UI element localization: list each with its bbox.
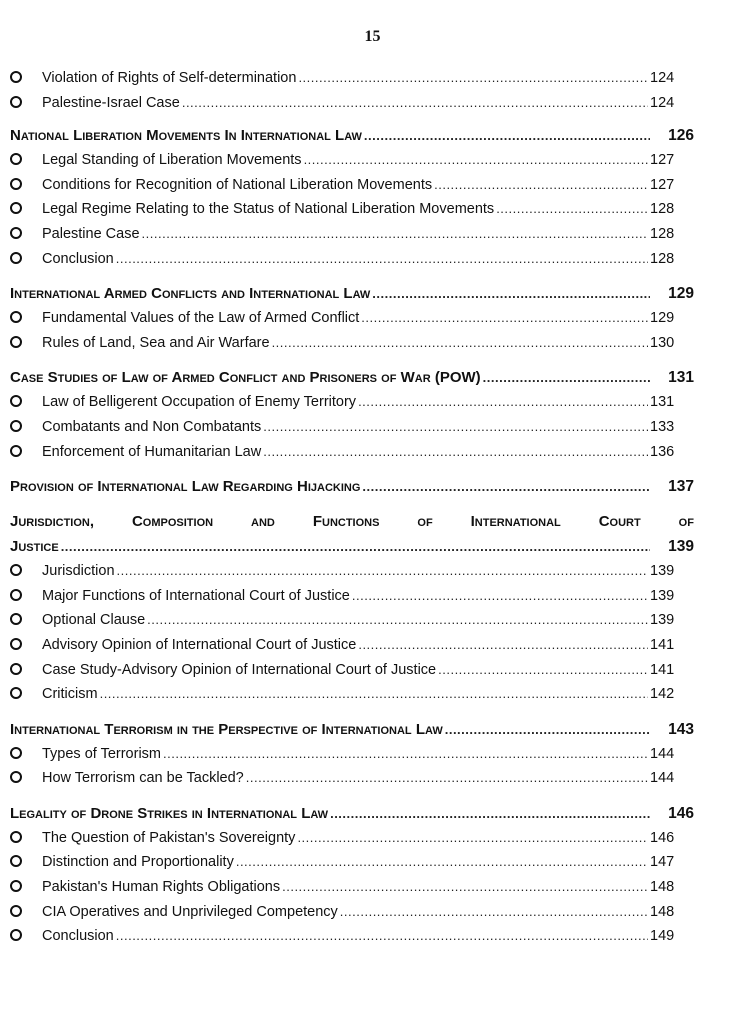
toc-chapter-title: Provision of International Law Regarding Hijacking xyxy=(10,478,361,496)
circle-bullet-icon xyxy=(10,880,22,892)
toc-chapter-page: 126 xyxy=(668,127,694,145)
toc-entry[interactable] xyxy=(10,70,694,95)
toc-entry[interactable] xyxy=(10,612,694,637)
toc-chapter-page: 143 xyxy=(668,720,694,738)
dot-leader xyxy=(147,612,648,627)
toc-chapter-title-line2 xyxy=(10,538,694,563)
toc-entry-title: Major Functions of International Court of Justice xyxy=(42,587,350,604)
dot-leader xyxy=(445,722,650,737)
toc-entry[interactable] xyxy=(10,686,694,711)
toc-entry-page: 131 xyxy=(650,394,675,411)
toc-entry-page: 124 xyxy=(650,94,675,111)
toc-entry[interactable] xyxy=(10,444,694,469)
dot-leader xyxy=(116,251,648,266)
dot-leader xyxy=(352,588,648,603)
toc-entry[interactable] xyxy=(10,419,694,444)
toc-entry-page: 141 xyxy=(650,661,675,678)
toc-entry-page: 128 xyxy=(650,250,675,267)
dot-leader xyxy=(116,928,648,943)
toc-entry-page: 136 xyxy=(650,443,675,460)
toc-entry-title: Legal Standing of Liberation Movements xyxy=(42,152,302,169)
toc-entry-page: 127 xyxy=(650,152,675,169)
heading-word: of xyxy=(678,513,694,531)
heading-word: and xyxy=(251,513,275,531)
toc-entry-page: 148 xyxy=(650,879,675,896)
circle-bullet-icon xyxy=(10,420,22,432)
toc-chapter-title: Justice xyxy=(10,538,59,556)
toc-chapter-title-line1 xyxy=(10,513,694,538)
dot-leader xyxy=(358,637,648,652)
heading-word: Functions xyxy=(312,513,380,531)
dot-leader xyxy=(236,854,648,869)
toc-entry-title: Criticism xyxy=(42,686,98,703)
dot-leader xyxy=(297,830,648,845)
heading-word: of xyxy=(417,513,433,531)
toc-entry[interactable] xyxy=(10,201,694,226)
toc-entry[interactable] xyxy=(10,177,694,202)
toc-chapter-heading[interactable] xyxy=(10,513,694,563)
toc-entry-title: Combatants and Non Combatants xyxy=(42,418,262,435)
dot-leader xyxy=(100,686,648,701)
dot-leader xyxy=(272,335,648,350)
dot-leader xyxy=(330,806,650,821)
toc-entry-title: Fundamental Values of the Law of Armed Conflict xyxy=(42,310,360,327)
dot-leader xyxy=(298,70,648,85)
toc-entry[interactable] xyxy=(10,152,694,177)
dot-leader xyxy=(282,879,648,894)
dot-leader xyxy=(182,95,648,110)
toc-entry-title: Legal Regime Relating to the Status of National Liberation Movements xyxy=(42,201,495,218)
toc-entry-page: 144 xyxy=(650,745,675,762)
dot-leader xyxy=(263,419,648,434)
toc-entry-title: Conclusion xyxy=(42,250,114,267)
circle-bullet-icon xyxy=(10,747,22,759)
toc-chapter-title: Legality of Drone Strikes in International Law xyxy=(10,804,329,822)
toc-entry-page: 142 xyxy=(650,686,675,703)
circle-bullet-icon xyxy=(10,96,22,108)
dot-leader xyxy=(362,479,650,494)
toc-chapter-heading[interactable] xyxy=(10,127,694,152)
dot-leader xyxy=(163,746,648,761)
heading-word: Jurisdiction, xyxy=(10,513,95,531)
toc-entry[interactable] xyxy=(10,770,694,795)
dot-leader xyxy=(117,563,648,578)
circle-bullet-icon xyxy=(10,638,22,650)
toc-entry-title: Rules of Land, Sea and Air Warfare xyxy=(42,334,270,351)
toc-chapter-page: 139 xyxy=(668,538,694,556)
toc-entry-page: 139 xyxy=(650,563,675,580)
dot-leader xyxy=(61,539,650,554)
dot-leader xyxy=(438,662,648,677)
toc-entry[interactable] xyxy=(10,95,694,120)
toc-entry-title: The Question of Pakistan's Sovereignty xyxy=(42,829,296,846)
toc-entry[interactable] xyxy=(10,746,694,771)
toc-chapter-page: 131 xyxy=(668,369,694,387)
dot-leader xyxy=(340,904,648,919)
toc-entry[interactable] xyxy=(10,830,694,855)
toc-entry-title: How Terrorism can be Tackled? xyxy=(42,770,244,787)
circle-bullet-icon xyxy=(10,252,22,264)
dot-leader xyxy=(496,201,648,216)
dot-leader xyxy=(263,444,648,459)
toc-entry[interactable] xyxy=(10,226,694,251)
toc-entry[interactable] xyxy=(10,904,694,929)
toc-entry[interactable] xyxy=(10,854,694,879)
heading-word: Composition xyxy=(131,513,214,531)
circle-bullet-icon xyxy=(10,153,22,165)
dot-leader xyxy=(372,286,650,301)
toc-entry-title: CIA Operatives and Unprivileged Competency xyxy=(42,903,338,920)
dot-leader xyxy=(364,128,650,143)
toc-entry-page: 128 xyxy=(650,201,675,218)
toc-entry-title: Jurisdiction xyxy=(42,563,115,580)
toc-entry-page: 133 xyxy=(650,418,675,435)
toc-entry-page: 127 xyxy=(650,176,675,193)
toc-chapter-heading[interactable] xyxy=(10,721,694,746)
toc-entry-title: Advisory Opinion of International Court of Justice xyxy=(42,636,357,653)
toc-entry[interactable] xyxy=(10,335,694,360)
circle-bullet-icon xyxy=(10,929,22,941)
toc-entry-page: 141 xyxy=(650,636,675,653)
toc-entry-title: Pakistan's Human Rights Obligations xyxy=(42,879,281,896)
dot-leader xyxy=(483,370,650,385)
toc-entry-page: 129 xyxy=(650,310,675,327)
circle-bullet-icon xyxy=(10,589,22,601)
heading-word: Court xyxy=(598,513,641,531)
toc-entry-page: 147 xyxy=(650,854,675,871)
toc-entry-title: Conditions for Recognition of National Liberation Movements xyxy=(42,176,433,193)
toc-entry-title: Types of Terrorism xyxy=(42,745,161,762)
circle-bullet-icon xyxy=(10,831,22,843)
toc-entry[interactable] xyxy=(10,637,694,662)
dot-leader xyxy=(361,310,648,325)
toc-entry-page: 148 xyxy=(650,903,675,920)
toc-entry-title: Violation of Rights of Self-determination xyxy=(42,70,297,86)
heading-word: International xyxy=(470,513,561,531)
circle-bullet-icon xyxy=(10,311,22,323)
circle-bullet-icon xyxy=(10,663,22,675)
toc-chapter-title: Case Studies of Law of Armed Conflict and Prisoners of War (POW) xyxy=(10,369,481,387)
circle-bullet-icon xyxy=(10,395,22,407)
circle-bullet-icon xyxy=(10,771,22,783)
dot-leader xyxy=(142,226,648,241)
toc-chapter-page: 129 xyxy=(668,285,694,303)
table-of-contents xyxy=(10,70,694,953)
circle-bullet-icon xyxy=(10,855,22,867)
toc-entry[interactable] xyxy=(10,394,694,419)
toc-entry-page: 130 xyxy=(650,334,675,351)
toc-entry[interactable] xyxy=(10,251,694,276)
page-number: 15 xyxy=(364,28,381,45)
toc-entry-page: 139 xyxy=(650,612,675,629)
circle-bullet-icon xyxy=(10,178,22,190)
toc-chapter-page: 137 xyxy=(668,478,694,496)
circle-bullet-icon xyxy=(10,613,22,625)
toc-chapter-page: 146 xyxy=(668,804,694,822)
toc-entry-title: Conclusion xyxy=(42,928,114,945)
toc-entry-page: 128 xyxy=(650,225,675,242)
toc-entry-page: 124 xyxy=(650,70,675,86)
toc-entry-title: Enforcement of Humanitarian Law xyxy=(42,443,262,460)
dot-leader xyxy=(246,770,648,785)
toc-chapter-title: National Liberation Movements In International Law xyxy=(10,127,362,145)
toc-chapter-heading[interactable] xyxy=(10,285,694,310)
circle-bullet-icon xyxy=(10,202,22,214)
toc-entry-title: Case Study-Advisory Opinion of International Court of Justice xyxy=(42,661,437,678)
toc-entry[interactable] xyxy=(10,662,694,687)
dot-leader xyxy=(434,177,648,192)
circle-bullet-icon xyxy=(10,905,22,917)
toc-entry[interactable] xyxy=(10,879,694,904)
circle-bullet-icon xyxy=(10,445,22,457)
toc-chapter-title: International Armed Conflicts and International Law xyxy=(10,285,371,303)
toc-chapter-heading[interactable] xyxy=(10,369,694,394)
circle-bullet-icon xyxy=(10,336,22,348)
toc-entry-page: 139 xyxy=(650,587,675,604)
dot-leader xyxy=(304,152,648,167)
toc-chapter-heading[interactable] xyxy=(10,805,694,830)
toc-entry-page: 144 xyxy=(650,770,675,787)
toc-entry-title: Palestine Case xyxy=(42,225,140,242)
toc-chapter-heading[interactable] xyxy=(10,478,694,503)
toc-entry[interactable] xyxy=(10,588,694,613)
toc-entry-title: Optional Clause xyxy=(42,612,146,629)
circle-bullet-icon xyxy=(10,564,22,576)
circle-bullet-icon xyxy=(10,227,22,239)
toc-entry-page: 146 xyxy=(650,829,675,846)
toc-entry[interactable] xyxy=(10,310,694,335)
dot-leader xyxy=(358,394,648,409)
circle-bullet-icon xyxy=(10,687,22,699)
circle-bullet-icon xyxy=(10,71,22,83)
toc-entry[interactable] xyxy=(10,563,694,588)
toc-entry-page: 149 xyxy=(650,928,675,945)
toc-entry[interactable] xyxy=(10,928,694,953)
toc-entry-title: Distinction and Proportionality xyxy=(42,854,234,871)
toc-chapter-title: International Terrorism in the Perspective of International Law xyxy=(10,720,443,738)
toc-entry-title: Law of Belligerent Occupation of Enemy Territory xyxy=(42,394,357,411)
toc-entry-title: Palestine-Israel Case xyxy=(42,94,180,111)
